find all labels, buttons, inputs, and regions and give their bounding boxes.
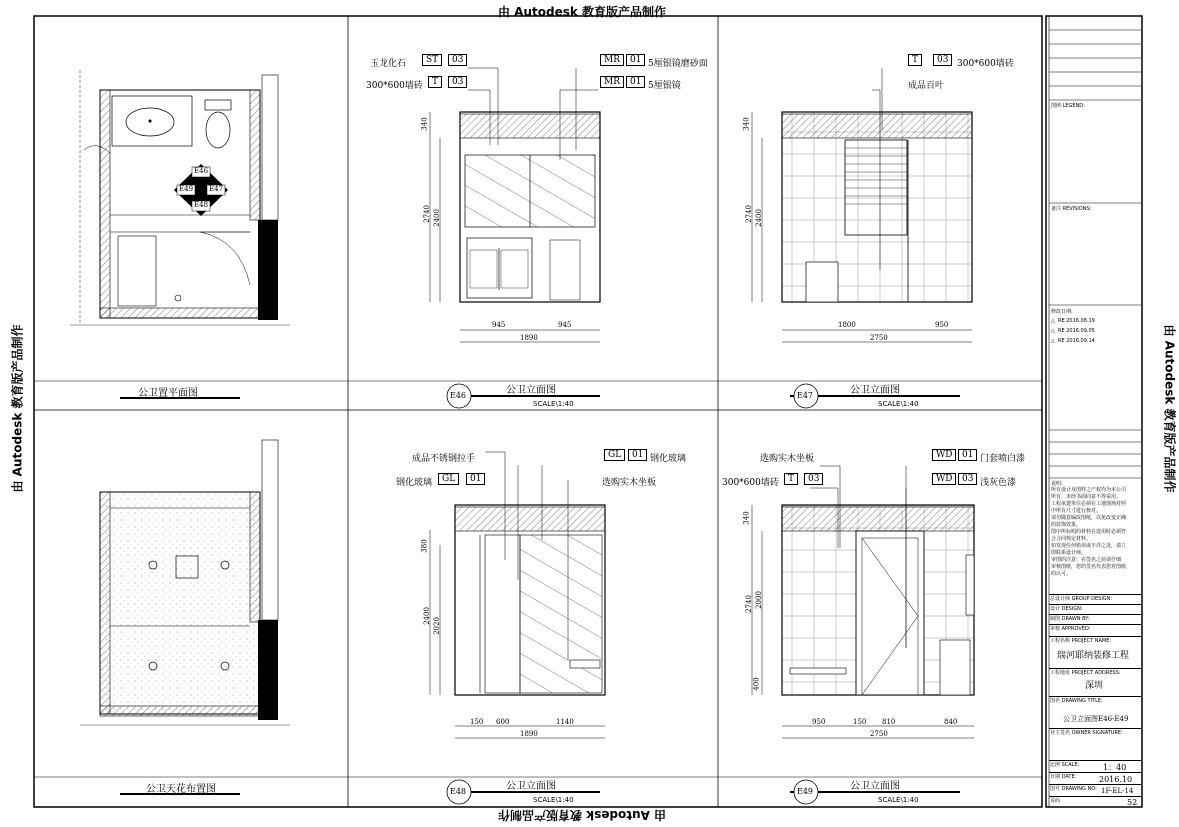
tb-approved: 审核 APPROVED: bbox=[1049, 624, 1141, 637]
watermark-bottom: 由 Autodesk 教育版产品制作 bbox=[498, 808, 667, 822]
dim-label: 945 bbox=[558, 321, 572, 329]
plan-tag-e46: E46 bbox=[194, 167, 209, 175]
dim-label: 1140 bbox=[556, 718, 574, 726]
dim-label: 2740 bbox=[744, 595, 753, 613]
tb-project-address: 工程地址 PROJECT ADDRESS: 深圳 bbox=[1049, 668, 1141, 697]
callout-text: 成品不锈钢拉手 bbox=[412, 454, 476, 464]
tag-e46: E46 bbox=[450, 391, 467, 400]
notes-label: 说明: bbox=[1051, 481, 1063, 487]
dim-label: 2400 bbox=[754, 209, 763, 227]
note-line: 即联系设计师。 bbox=[1051, 550, 1087, 556]
callout-text: 300*600墙砖 bbox=[957, 59, 1014, 69]
callout-text: 钢化玻璃 bbox=[396, 478, 433, 488]
watermark-top: 由 Autodesk 教育版产品制作 bbox=[498, 5, 667, 19]
dim-label: 950 bbox=[935, 321, 949, 329]
scale-e49: SCALE\1:40 bbox=[878, 796, 919, 804]
callout-num: 01 bbox=[626, 76, 645, 88]
callout-code: MR bbox=[600, 76, 624, 88]
caption-e49: 公卫立面图 bbox=[850, 781, 900, 792]
note-line: 审图的注意：在签名之前请仔细 bbox=[1051, 557, 1122, 563]
callout-num: 01 bbox=[628, 449, 647, 461]
note-line: 中所有尺寸进行核对。 bbox=[1051, 508, 1102, 514]
dim-label: 2750 bbox=[870, 730, 888, 738]
dim-label: 2000 bbox=[754, 591, 763, 609]
dim-label: 150 bbox=[470, 718, 484, 726]
plan-tag-e49: E49 bbox=[179, 185, 194, 193]
callout-num: 01 bbox=[626, 54, 645, 66]
callout-num: 03 bbox=[804, 473, 823, 485]
elevation-e46 bbox=[430, 112, 600, 342]
revise-date-label: 修改日期: bbox=[1051, 309, 1073, 315]
dim-label: 840 bbox=[944, 718, 958, 726]
callout-code: MR bbox=[600, 54, 624, 66]
caption-ceiling: 公卫天花布置图 bbox=[146, 784, 216, 795]
tag-e48: E48 bbox=[450, 787, 467, 796]
callout-num: 01 bbox=[466, 473, 485, 485]
tb-group-design: 总设计师 GROUP DESIGN: bbox=[1049, 594, 1141, 605]
elevation-e47 bbox=[752, 112, 972, 342]
note-line: 工程承建单位必须在工地现场对照 bbox=[1051, 501, 1127, 507]
callout-text: 5厘银镜 bbox=[648, 81, 681, 91]
revision-mark-icon: △ bbox=[1051, 328, 1055, 334]
elevation-e49 bbox=[752, 505, 974, 738]
callout-num: 03 bbox=[933, 54, 952, 66]
dim-label: 340 bbox=[742, 511, 751, 525]
tag-e49: E49 bbox=[797, 787, 814, 796]
dim-label: 600 bbox=[496, 718, 510, 726]
callout-text: 选购实木坐板 bbox=[760, 454, 815, 464]
callout-text: 钢化玻璃 bbox=[650, 454, 687, 464]
elevation-e48 bbox=[430, 505, 605, 738]
dim-label: 340 bbox=[742, 117, 751, 131]
note-line: 的认可。 bbox=[1051, 571, 1072, 577]
dim-label: 400 bbox=[752, 677, 761, 691]
revisions-label: 备注 REVISIONS: bbox=[1051, 206, 1092, 212]
dim-label: 340 bbox=[420, 117, 429, 131]
note-line: 的装饰效果。 bbox=[1051, 522, 1082, 528]
note-line: 图中所标明的材料在选用时必须符 bbox=[1051, 529, 1127, 535]
callout-text: 门套喷白漆 bbox=[980, 454, 1026, 464]
dim-label: 380 bbox=[420, 539, 429, 553]
watermark-right: 由 Autodesk 教育版产品制作 bbox=[1162, 324, 1177, 493]
scale-e47: SCALE\1:40 bbox=[878, 400, 919, 408]
note-line: 所有，未经书面同意不得采用。 bbox=[1051, 494, 1122, 500]
revision-1: RE 2016.08.19 bbox=[1058, 318, 1095, 324]
tb-page: 页码 52 bbox=[1049, 796, 1141, 808]
tb-project-name: 工程名称 PROJECT NAME: 瑞河耶纳装修工程 bbox=[1049, 636, 1141, 669]
callout-text: 300*600墙砖 bbox=[366, 81, 423, 91]
callout-code: T bbox=[428, 76, 442, 88]
scale-e46: SCALE\1:40 bbox=[533, 400, 574, 408]
callout-code: GL bbox=[604, 449, 625, 461]
tb-drawing-no: 图号 DRAWING NO: 1F-EL-14 bbox=[1049, 784, 1141, 797]
notes-list bbox=[1051, 487, 1141, 578]
revision-3: RE 2016.09.14 bbox=[1058, 338, 1095, 344]
callout-code: WD bbox=[932, 449, 956, 461]
plan-tag-e48: E48 bbox=[194, 201, 209, 209]
tb-owner: 业主签名 OWNER SIGNATURE: bbox=[1049, 728, 1141, 761]
dim-label: 2400 bbox=[422, 607, 431, 625]
note-line: 请勿随意编改图纸，以免改变正确 bbox=[1051, 515, 1127, 521]
tb-drawing-title: 图名 DRAWING TITLE: 公卫立面图E46-E49 bbox=[1049, 696, 1141, 729]
floor-plan bbox=[70, 70, 290, 325]
revision-mark-icon: △ bbox=[1051, 318, 1055, 324]
dim-label: 1800 bbox=[838, 321, 856, 329]
caption-e46: 公卫立面图 bbox=[506, 385, 556, 396]
scale-e48: SCALE\1:40 bbox=[533, 796, 574, 804]
dim-label: 2400 bbox=[432, 209, 441, 227]
caption-e47: 公卫立面图 bbox=[850, 385, 900, 396]
dim-label: 2740 bbox=[422, 205, 431, 223]
callout-num: 03 bbox=[958, 473, 977, 485]
ceiling-plan bbox=[80, 440, 290, 725]
caption-floor-plan: 公卫置平面图 bbox=[138, 388, 198, 399]
callout-num: 01 bbox=[958, 449, 977, 461]
note-line: 合合同规定材料。 bbox=[1051, 536, 1092, 542]
note-line: 如发现任何错误或不详之处，请立 bbox=[1051, 543, 1127, 549]
tb-date: 日期 DATE: 2016.10 bbox=[1049, 772, 1141, 785]
legend-label: 图例 LEGEND: bbox=[1051, 103, 1085, 109]
callout-text: 300*600墙砖 bbox=[722, 478, 779, 488]
caption-e48: 公卫立面图 bbox=[506, 781, 556, 792]
dim-label: 950 bbox=[812, 718, 826, 726]
callout-num: 03 bbox=[448, 54, 467, 66]
tb-scale: 比例 SCALE: 1：40 bbox=[1049, 760, 1141, 773]
callout-text: 选购实木坐板 bbox=[602, 478, 657, 488]
dim-label: 2750 bbox=[870, 334, 888, 342]
plan-tag-e47: E47 bbox=[209, 185, 224, 193]
revision-2: RE 2016.09.05 bbox=[1058, 328, 1095, 334]
drawing-title: 公卫立面图E46-E49 bbox=[1063, 715, 1129, 723]
dim-label: 810 bbox=[882, 718, 896, 726]
callout-code: T bbox=[908, 54, 922, 66]
tb-drawn: 制图 DRAWN BY: bbox=[1049, 614, 1141, 625]
dim-label: 150 bbox=[853, 718, 867, 726]
callout-code: WD bbox=[932, 473, 956, 485]
callout-text: 5厘银镜磨砂面 bbox=[648, 59, 708, 69]
dim-label: 1890 bbox=[520, 334, 538, 342]
project-name: 瑞河耶纳装修工程 bbox=[1057, 651, 1130, 661]
dim-label: 2740 bbox=[744, 205, 753, 223]
watermark-left: 由 Autodesk 教育版产品制作 bbox=[10, 324, 25, 493]
callout-text: 成品百叶 bbox=[908, 81, 945, 91]
tb-design: 设计 DESIGN: bbox=[1049, 604, 1141, 615]
callout-code: T bbox=[784, 473, 798, 485]
dim-label: 945 bbox=[492, 321, 506, 329]
callout-text: 浅灰色漆 bbox=[980, 478, 1017, 488]
note-line: 审核图纸，您的签名代表您对图纸 bbox=[1051, 564, 1127, 570]
callout-num: 03 bbox=[448, 76, 467, 88]
revision-mark-icon: △ bbox=[1051, 338, 1055, 344]
callout-code: ST bbox=[422, 54, 442, 66]
tag-e47: E47 bbox=[797, 391, 814, 400]
dim-label: 2020 bbox=[432, 617, 441, 635]
callout-text: 玉龙化石 bbox=[370, 59, 407, 69]
note-line: 所有设计及图样之产权均为本公司 bbox=[1051, 487, 1127, 493]
project-address: 深圳 bbox=[1085, 681, 1104, 691]
dim-label: 1890 bbox=[520, 730, 538, 738]
callout-code: GL bbox=[438, 473, 459, 485]
